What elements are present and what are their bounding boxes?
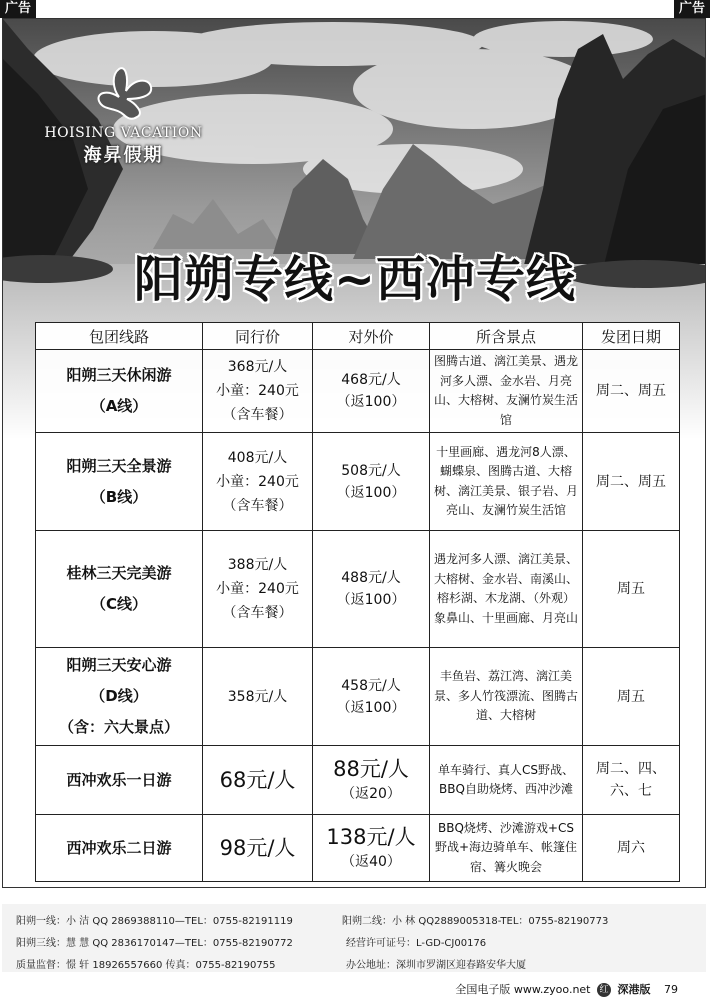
- retail-price: 138元/人: [326, 825, 416, 849]
- table-row: [36, 815, 680, 882]
- route-code: （D线）: [90, 687, 148, 705]
- quality-supervisor: 质量监督：憬 轩 18926557660 传真：0755-82190755: [16, 960, 276, 971]
- office-address: 办公地址：深圳市罗湖区迎春路安华大厦: [346, 960, 526, 971]
- retail-price: 508元/人: [341, 462, 401, 479]
- page-footer: [2, 980, 706, 1000]
- trade-price: 68元/人: [219, 768, 296, 792]
- retail-price: 458元/人: [341, 677, 401, 694]
- rebate: （返100）: [336, 592, 406, 608]
- badge-icon: 红: [597, 983, 611, 997]
- butterfly-icon: [89, 63, 159, 121]
- header-retail-price: 对外价: [313, 323, 430, 350]
- price-note: （含车餐）: [222, 407, 293, 423]
- price-note: （含车餐）: [222, 497, 293, 514]
- header-departure-dates: 发团日期: [583, 323, 680, 350]
- table-row: [36, 746, 680, 815]
- sights-cell: 图腾古道、漓江美景、遇龙河多人漂、金水岩、月亮山、大榕树、友澜竹炭生活馆: [430, 350, 583, 433]
- trade-price: 408元/人: [227, 449, 288, 466]
- table-row: [36, 433, 680, 531]
- route-name: 阳朔三天全景游: [66, 456, 172, 475]
- retail-price-cell: [313, 531, 430, 648]
- trade-price-cell: [203, 815, 313, 882]
- route-name: 阳朔三天安心游: [66, 656, 172, 674]
- retail-price-cell: [313, 648, 430, 746]
- table-row: [36, 648, 680, 746]
- route-name: 阳朔三天休闲游: [66, 366, 172, 384]
- trade-price: 388元/人: [227, 557, 288, 573]
- table-row: [36, 531, 680, 648]
- contact-line-2: 阳朔二线：小 林 QQ2889005318-TEL：0755-82190773: [342, 916, 609, 927]
- table-header-row: [36, 323, 680, 350]
- price-note: （含车餐）: [222, 605, 293, 621]
- dates-cell: [583, 648, 680, 746]
- rebate: （返20）: [341, 786, 401, 802]
- contact-info: [2, 904, 706, 972]
- logo-english-text: HOISING VACATION: [44, 125, 203, 141]
- sights-cell: BBQ烧烤、沙滩游戏+CS野战+海边骑单车、帐篷住宿、篝火晚会: [430, 815, 583, 882]
- route-code: （A线）: [90, 397, 148, 415]
- header-route: 包团线路: [36, 323, 203, 350]
- headline: 阳朔专线~西冲专线: [133, 251, 577, 308]
- trade-price-cell: [203, 433, 313, 531]
- route-cell: [36, 815, 203, 882]
- header-trade-price: 同行价: [203, 323, 313, 350]
- dates-cell: [583, 815, 680, 882]
- page-number: 79: [664, 983, 678, 996]
- footer-edition: 深港版: [617, 983, 651, 996]
- route-name: 西冲欢乐二日游: [66, 838, 172, 857]
- trade-price-cell: [203, 350, 313, 433]
- route-code: （B线）: [90, 487, 148, 506]
- logo-chinese-text: 海昇假期: [83, 145, 164, 166]
- departure-dates: 周二、周五: [596, 383, 666, 399]
- header-sights: 所含景点: [430, 323, 583, 350]
- sights-cell: 遇龙河多人漂、漓江美景、大榕树、金水岩、南溪山、榕杉湖、木龙湖、（外观）象鼻山、十里画廊、月亮山: [430, 531, 583, 648]
- departure-dates: 周五: [617, 581, 645, 597]
- table-row: [36, 350, 680, 433]
- dates-cell: [583, 350, 680, 433]
- rebate: （返100）: [336, 394, 406, 410]
- footer-site: 全国电子版 www.zyoo.net: [455, 983, 591, 996]
- trade-price-cell: [203, 531, 313, 648]
- trade-price-cell: [203, 648, 313, 746]
- child-price: 小童：240元: [216, 473, 299, 490]
- child-price: 小童：240元: [216, 383, 299, 399]
- retail-price: 488元/人: [341, 570, 401, 586]
- retail-price-cell: [313, 815, 430, 882]
- route-name: 西冲欢乐一日游: [66, 770, 172, 789]
- child-price: 小童：240元: [216, 581, 299, 597]
- ad-label-right: 广告: [674, 0, 710, 18]
- trade-price: 98元/人: [219, 836, 296, 860]
- departure-dates-cont: 六、七: [610, 783, 652, 799]
- sights-cell: 单车骑行、真人CS野战、BBQ自助烧烤、西冲沙滩: [430, 746, 583, 815]
- rebate: （返100）: [336, 699, 406, 716]
- route-cell: [36, 746, 203, 815]
- rebate: （返100）: [336, 484, 406, 501]
- retail-price-cell: [313, 433, 430, 531]
- departure-dates: 周六: [617, 840, 645, 856]
- advertisement-frame: [2, 18, 706, 888]
- route-extra: （含：六大景点）: [58, 718, 179, 736]
- route-cell: [36, 433, 203, 531]
- rebate: （返40）: [341, 854, 401, 870]
- trade-price: 368元/人: [227, 359, 288, 375]
- contact-line-1: 阳朔一线：小 洁 QQ 2869388110—TEL：0755-82191119: [16, 916, 293, 927]
- retail-price: 88元/人: [333, 757, 409, 781]
- retail-price: 468元/人: [341, 372, 401, 388]
- route-code: （C线）: [90, 595, 147, 613]
- trade-price-cell: [203, 746, 313, 815]
- route-cell: [36, 350, 203, 433]
- sights-cell: 丰鱼岩、荔江湾、漓江美景、多人竹筏漂流、图腾古道、大榕树: [430, 648, 583, 746]
- route-cell: [36, 648, 203, 746]
- contact-line-3: 阳朔三线：慧 慧 QQ 2836170147—TEL：0755-82190772: [16, 938, 293, 949]
- dates-cell: [583, 433, 680, 531]
- retail-price-cell: [313, 350, 430, 433]
- departure-dates: 周五: [617, 688, 645, 705]
- route-name: 桂林三天完美游: [66, 564, 172, 582]
- dates-cell: [583, 531, 680, 648]
- sights-cell: 十里画廊、遇龙河8人漂、蝴蝶泉、图腾古道、大榕树、漓江美景、银子岩、月亮山、友澜竹炭生活馆: [430, 433, 583, 531]
- retail-price-cell: [313, 746, 430, 815]
- ad-label-left: 广告: [0, 0, 36, 18]
- departure-dates: 周二、四、: [596, 761, 666, 777]
- hoising-vacation-logo: [41, 63, 206, 167]
- departure-dates: 周二、周五: [596, 473, 666, 490]
- license-number: 经营许可证号：L-GD-CJ00176: [346, 938, 487, 949]
- route-cell: [36, 531, 203, 648]
- route-price-table: [35, 322, 680, 882]
- dates-cell: [583, 746, 680, 815]
- trade-price: 358元/人: [227, 688, 288, 705]
